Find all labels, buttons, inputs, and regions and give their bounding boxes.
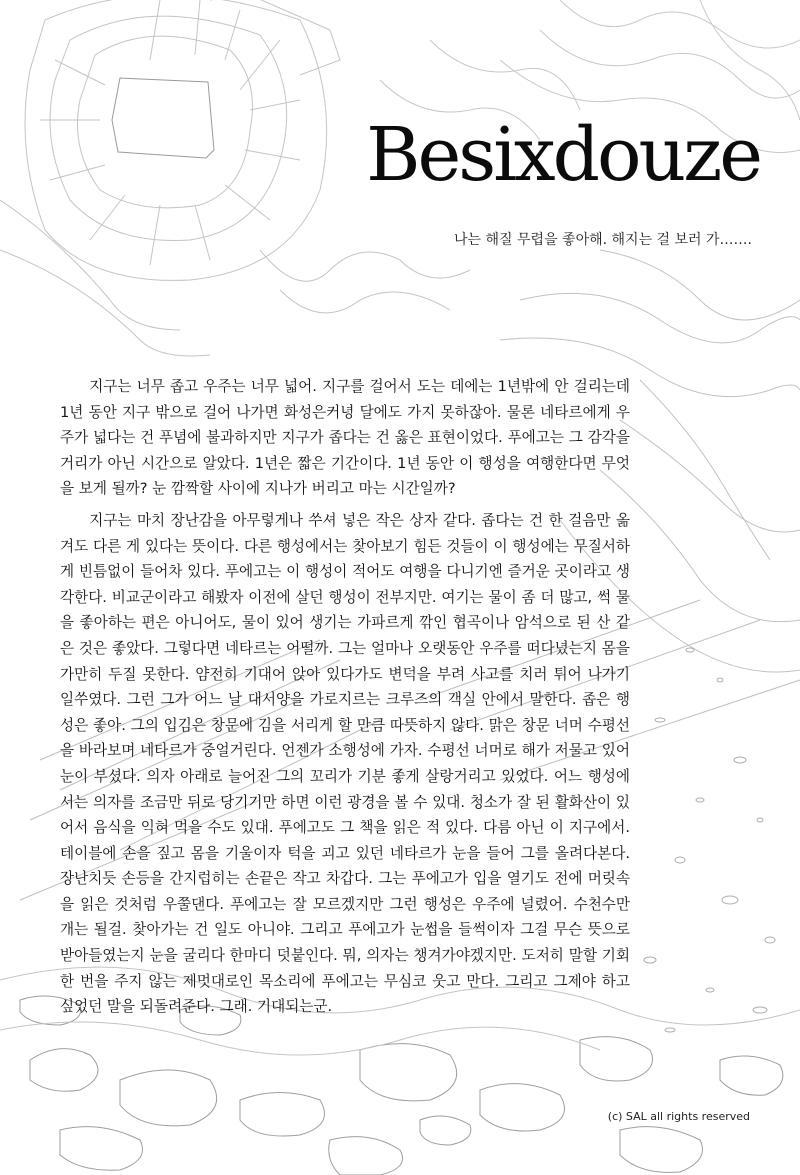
story-body: [60, 374, 630, 1026]
page-title: Besixdouze: [366, 112, 760, 198]
copyright-notice: (c) SAL all rights reserved: [607, 1110, 750, 1123]
story-paragraph: 지구는 너무 좁고 우주는 너무 넓어. 지구를 걸어서 도는 데에는 1년밖에 안 걸리는데 1년 동안 지구 밖으로 걸어 나가면 화성은커녕 달에도 가지 못하잖아. 물론 네타르에게 우주가 넓다는 건 푸념에 불과하지만 지구가 좁다는 건 옳은 표현이었다. 푸에고는 그 감각을 거리가 아닌 시간으로 알았다. 1년은 짧은 기간이다. 1년 동안 이 행성을 여행한다면 무엇을 보게 될까? 눈 깜짝할 사이에 지나가 버리고 마는 시간일까?: [60, 378, 630, 498]
story-paragraph: 지구는 마치 장난감을 아무렇게나 쑤셔 넣은 작은 상자 같다. 좁다는 건 한 걸음만 옮겨도 다른 게 있다는 뜻이다. 다른 행성에서는 찾아보기 힘든 것들이 이 행성에는 무질서하게 빈틈없이 들어차 있다. 푸에고는 이 행성이 적어도 여행을 다니기엔 즐거운 곳이라고 생각한다. 비교군이라고 해봤자 이전에 살던 행성이 전부지만. 여기는 물이 좀 더 많고, 썩 물을 좋아하는 편은 아니어도, 물이 있어 생기는 가파르게 깎인 협곡이나 암석으로 된 산 같은 것은 좋았다. 그렇다면 네타르는 어떨까. 그는 얼마나 오랫동안 우주를 떠다녔는지 몸을 가만히 두질 못한다. 얌전히 기대어 앉아 있다가도 변덕을 부려 사고를 치러 튀어 나가기 일쑤였다. 그런 그가 어느 날 대서양을 가로지르는 크루즈의 객실 안에서 말한다. 좁은 행성은 좋아. 그의 입김은 창문에 김을 서리게 할 만큼 따뜻하지 않다. 맑은 창문 너머 수평선을 바라보며 네타르가 중얼거린다. 언젠가 소행성에 가자. 수평선 너머로 해가 저물고 있어 눈이 부셨다. 의자 아래로 늘어진 그의 꼬리가 기분 좋게 살랑거리고 있었다. 어느 행성에서는 의자를 조금만 뒤로 당기기만 하면 이런 광경을 볼 수 있대. 청소가 잘 된 활화산이 있어서 음식을 익혀 먹을 수도 있대. 푸에고도 그 책을 읽은 적 있다. 다름 아닌 이 지구에서. 테이블에 손을 짚고 몸을 기울이자 턱을 괴고 있던 네타르가 눈을 들어 그를 올려다본다. 장난치듯 손등을 간지럽히는 손끝은 작고 차갑다. 그는 푸에고가 입을 열기도 전에 머릿속을 읽은 것처럼 우쭐댄다. 푸에고는 잘 모르겠지만 그런 행성은 우주에 널렸어. 수천수만 개는 될걸. 찾아가는 건 일도 아니야. 그리고 푸에고가 눈썹을 들썩이자 그걸 무슨 뜻으로 받아들였는지 눈을 굴리다 한마디 덧붙인다. 뭐, 의자는 챙겨가야겠지만. 도저히 말할 기회 한 번을 주지 않는 제멋대로인 목소리에 푸에고는 무심코 웃고 만다. 그리고 그제야 하고 싶었던 말을 되돌려준다. 그래. 기대되는군.: [60, 511, 630, 1016]
page-subtitle: 나는 해질 무렵을 좋아해. 해지는 걸 보러 가…….: [454, 232, 752, 248]
